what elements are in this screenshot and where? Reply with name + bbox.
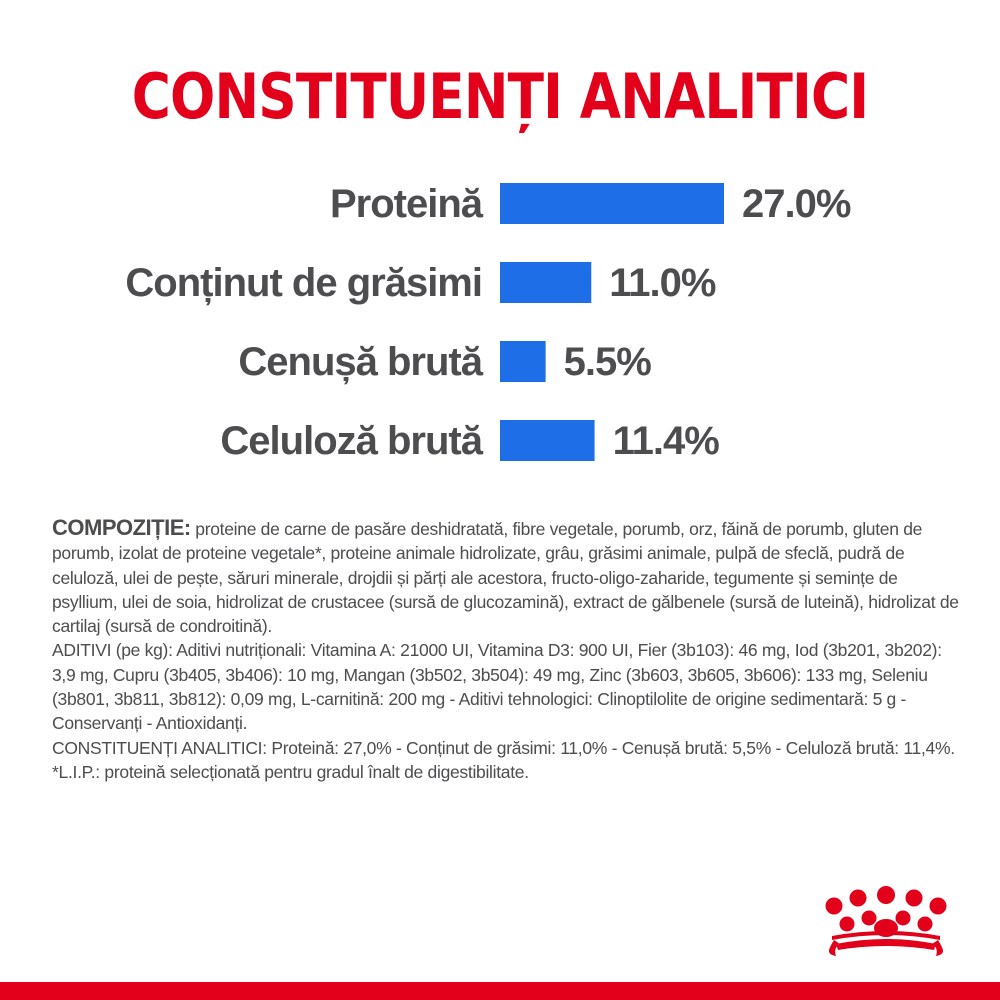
bar <box>500 341 546 382</box>
bar <box>500 183 724 224</box>
chart-title: CONSTITUENȚI ANALITICI <box>131 60 869 133</box>
category-label: Proteină <box>329 182 482 226</box>
value-label: 27.0% <box>742 182 851 226</box>
value-label: 11.4% <box>612 419 719 463</box>
category-label: Conținut de grăsimi <box>125 261 482 305</box>
bottom-brand-band <box>0 982 1000 1000</box>
composition-ingredients: proteine de carne de pasăre deshidratată, fibre vegetale, porumb, orz, făină de porumb, gluten de porumb, izolat de proteine vegetale*, proteine animale hidrolizate, grâu, grăsimi animale, pulpă de sfeclă, pudră de celuloză, ulei de pește, săruri minerale, drojdii și părți ale acestora, fructo-oligo-zaharide, tegumente și semințe de psyllium, ulei de soia, hidrolizat de crustacee (sursă de glucozamină), extract de gălbenele (sursă de luteină), hidrolizat de cartilaj (sursă de condroitină). <box>52 519 959 637</box>
composition-heading: COMPOZIȚIE: <box>52 515 191 540</box>
category-label: Cenușă brută <box>238 340 482 384</box>
value-label: 11.0% <box>609 261 716 305</box>
bar <box>500 420 595 461</box>
royal-canin-crown-icon <box>818 886 954 958</box>
additives-paragraph: ADITIVI (pe kg): Aditivi nutriționali: Vitamina A: 21000 UI, Vitamina D3: 900 UI, Fier (3b103): 46 mg, Iod (3b201, 3b202): 3,9 mg, Cupru (3b405, 3b406): 10 mg, Mangan (3b502, 3b504): 49 mg, Zinc (3b603, 3b605, 3b606): 133 mg, Seleniu (3b801, 3b811, 3b812): 0,09 mg, L-carnitină: 200 mg - Aditivi tehnologici: Clinoptilolite de origine sedimentară: 5 g - Conservanți - Antioxidanți. <box>52 640 942 734</box>
composition-paragraph <box>52 516 962 638</box>
footnote-paragraph: *L.I.P.: proteină selecționată pentru gradul înalt de digestibilitate. <box>52 761 529 782</box>
bar <box>500 262 591 303</box>
composition-section <box>52 516 962 784</box>
value-label: 5.5% <box>563 340 651 384</box>
category-label: Celuloză brută <box>220 419 482 463</box>
analytical-paragraph: CONSTITUENȚI ANALITICI: Proteină: 27,0% - Conținut de grăsimi: 11,0% - Cenușă brută: 5,5% - Celuloză brută: 11,4%. <box>52 737 955 758</box>
